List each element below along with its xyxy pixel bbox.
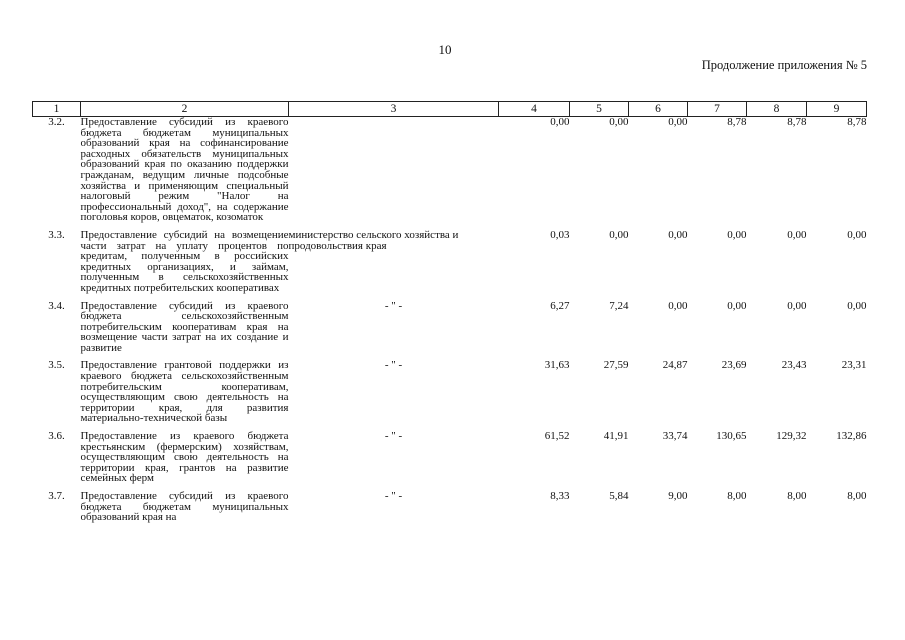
row-value: 23,69: [721, 359, 747, 372]
row-value: 9,00: [668, 490, 688, 502]
row-number: 3.5.: [48, 359, 65, 372]
row-value: 61,52: [544, 430, 570, 443]
row-value: 8,78: [727, 116, 747, 128]
row-executor: [289, 117, 499, 230]
row-value: 8,00: [727, 490, 747, 502]
row-value: 132,86: [836, 430, 867, 443]
continuation-label: Продолжение приложения № 5: [701, 58, 867, 72]
row-value: 8,00: [847, 490, 867, 502]
row-value: 0,00: [609, 228, 629, 241]
row-number: 3.7.: [48, 490, 65, 502]
row-number: 3.2.: [48, 116, 65, 128]
row-value: 33,74: [662, 430, 688, 443]
row-executor: - " -: [384, 490, 403, 502]
table-row: [33, 301, 867, 361]
row-value: 0,00: [847, 299, 867, 312]
budget-table: [32, 101, 867, 523]
table-row: [33, 491, 867, 523]
row-value: 0,00: [727, 299, 747, 312]
row-value: 0,00: [847, 228, 867, 241]
row-value: 8,00: [787, 490, 807, 502]
row-value: 23,31: [841, 359, 867, 372]
row-value: 5,84: [609, 490, 629, 502]
column-header: 2: [81, 102, 289, 117]
row-description: Предоставление субсидий из краевого бюджета бюджетам муниципальных образований края на софинансирование расходных обязательств муниципальных образований края по оказанию поддержки гражданам, ведущим личные подсобные хозяйства и применяющим специальный налоговый режим "Налог на профессиональный доход", на содержание поголовья коров, овцематок, козоматок: [80, 116, 289, 224]
column-header: 7: [688, 102, 747, 117]
column-header: 6: [629, 102, 688, 117]
column-header: 1: [33, 102, 81, 117]
row-description: Предоставление грантовой поддержки из краевого бюджета сельскохозяйственным потребительским кооперативам, осуществляющим свою деятельность на территории края, для развития материально-технической базы: [80, 359, 289, 425]
row-description: Предоставление субсидий из краевого бюджета бюджетам муниципальных образований края на: [80, 490, 289, 524]
row-value: 6,27: [550, 299, 570, 312]
row-executor: - " -: [384, 430, 403, 443]
row-executor: - " -: [384, 299, 403, 312]
row-value: 31,63: [544, 359, 570, 372]
row-value: 129,32: [776, 430, 807, 443]
row-value: 27,59: [603, 359, 629, 372]
column-header: 8: [747, 102, 807, 117]
header-row: [33, 102, 867, 117]
row-description: Предоставление субсидий на возмещение части затрат на уплату процентов по кредитам, полученным в российских кредитных организациях, и займам, полученным в сельскохозяйственных кредитных потребительских кооперативах: [80, 228, 289, 294]
row-value: 0,03: [550, 228, 570, 241]
row-value: 0,00: [668, 299, 688, 312]
column-header: 9: [807, 102, 867, 117]
page-number: 10: [438, 42, 452, 57]
row-value: 23,43: [781, 359, 807, 372]
column-header: 5: [570, 102, 629, 117]
row-value: 0,00: [668, 116, 688, 128]
row-number: 3.3.: [48, 228, 65, 241]
row-description: Предоставление из краевого бюджета крестьянским (фермерским) хозяйствам, осуществляющим свою деятельность на территории края, грантов на развитие семейных ферм: [80, 430, 289, 485]
row-value: 0,00: [787, 299, 807, 312]
row-description: Предоставление субсидий из краевого бюджета сельскохозяйственным потребительским кооперативам края на возмещение части затрат на их создание и развитие: [80, 299, 289, 354]
row-value: 0,00: [787, 228, 807, 241]
row-number: 3.4.: [48, 299, 65, 312]
table-row: [33, 117, 867, 230]
table-row: [33, 230, 867, 301]
row-executor: - " -: [384, 359, 403, 372]
row-value: 0,00: [727, 228, 747, 241]
row-executor: министерство сельского хозяйства и продовольствия края: [288, 228, 459, 252]
row-value: 41,91: [603, 430, 629, 443]
row-value: 7,24: [609, 299, 629, 312]
table-row: [33, 431, 867, 491]
row-value: 8,78: [787, 116, 807, 128]
row-value: 8,78: [847, 116, 867, 128]
row-value: 0,00: [550, 116, 570, 128]
row-value: 130,65: [716, 430, 747, 443]
row-value: 8,33: [550, 490, 570, 502]
row-number: 3.6.: [48, 430, 65, 443]
row-value: 0,00: [668, 228, 688, 241]
column-header: 4: [499, 102, 570, 117]
column-header: 3: [289, 102, 499, 117]
row-value: 24,87: [662, 359, 688, 372]
table-row: [33, 360, 867, 431]
row-value: 0,00: [609, 116, 629, 128]
